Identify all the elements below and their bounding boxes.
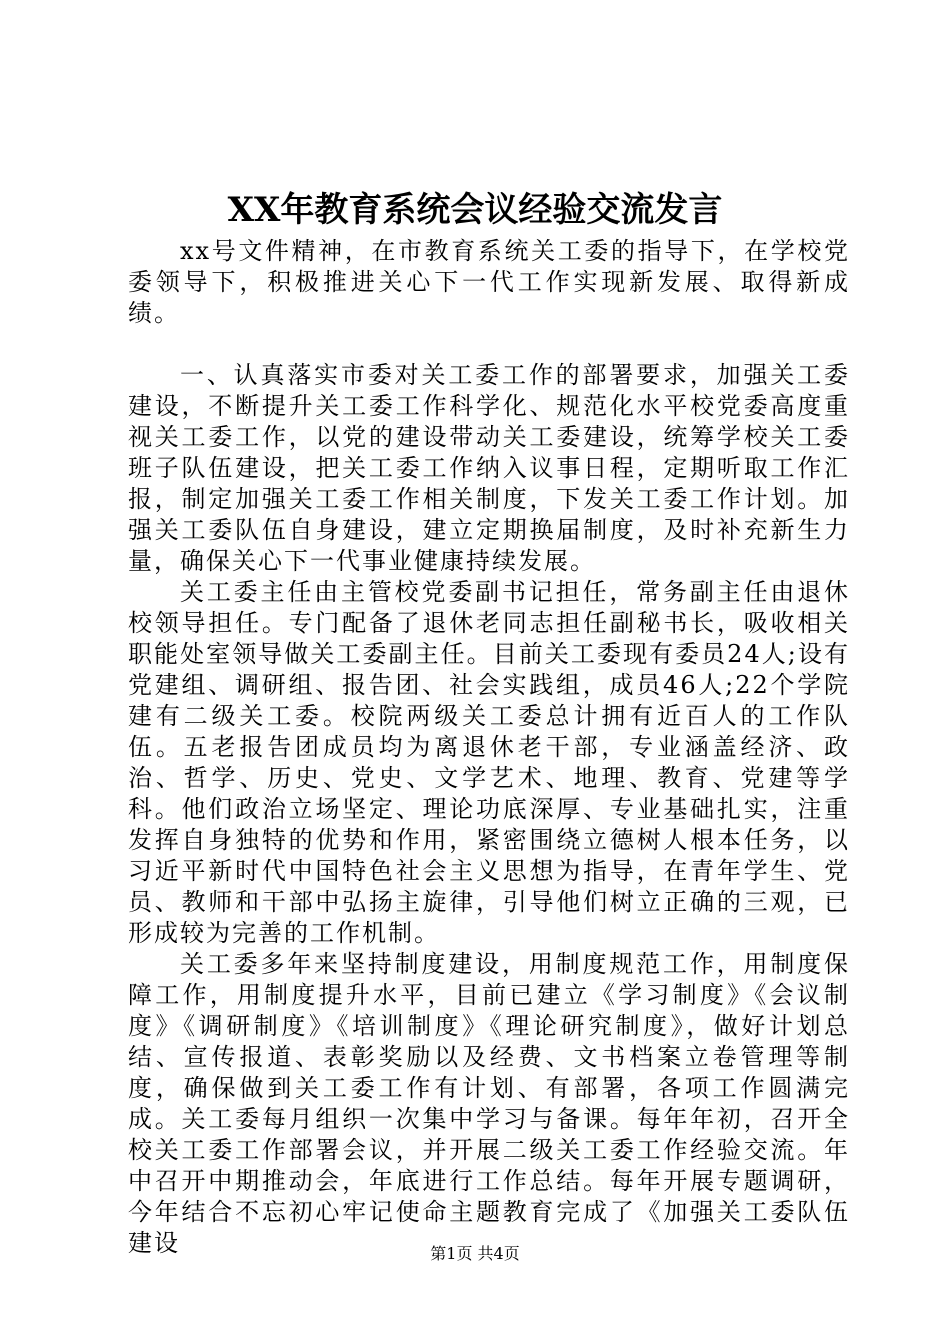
paragraph-intro: xx号文件精神，在市教育系统关工委的指导下，在学校党委领导下，积极推进关心下一代工作实现新发展、取得新成绩。 xyxy=(128,237,850,327)
paragraph-section-one: 一、认真落实市委对关工委工作的部署要求，加强关工委建设，不断提升关工委工作科学化、规范化水平校党委高度重视关工委工作，以党的建设带动关工委建设，统筹学校关工委班子队伍建设，把关工委工作纳入议事日程，定期听取工作汇报，制定加强关工委工作相关制度，下发关工委工作计划。加强关工委队伍自身建设，建立定期换届制度，及时补充新生力量，确保关心下一代事业健康持续发展。 xyxy=(128,361,850,575)
paragraph-leadership: 关工委主任由主管校党委副书记担任，常务副主任由退休校领导担任。专门配备了退休老同志担任副秘书长，吸收相关职能处室领导做关工委副主任。目前关工委现有委员24人;设有党建组、调研组、报告团、社会实践组，成员46人;22个学院建有二级关工委。校院两级关工委总计拥有近百人的工作队伍。五老报告团成员均为离退休老干部，专业涵盖经济、政治、哲学、历史、党史、文学艺术、地理、教育、党建等学科。他们政治立场坚定、理论功底深厚、专业基础扎实，注重发挥自身独特的优势和作用，紧密围绕立德树人根本任务，以习近平新时代中国特色社会主义思想为指导，在青年学生、党员、教师和干部中弘扬主旋律，引导他们树立正确的三观，已形成较为完善的工作机制。 xyxy=(128,578,850,947)
document-body xyxy=(128,236,850,1259)
page-number-footer: 第1页 共4页 xyxy=(430,1244,520,1263)
document-title: XX年教育系统会议经验交流发言 xyxy=(227,190,723,230)
paragraph-system-building: 关工委多年来坚持制度建设，用制度规范工作，用制度保障工作，用制度提升水平，目前已建立《学习制度》《会议制度》《调研制度》《培训制度》《理论研究制度》，做好计划总结、宣传报道、表彰奖励以及经费、文书档案立卷管理等制度，确保做到关工委工作有计划、有部署，各项工作圆满完成。关工委每月组织一次集中学习与备课。每年年初，召开全校关工委工作部署会议，并开展二级关工委工作经验交流。年中召开中期推动会，年底进行工作总结。每年开展专题调研，今年结合不忘初心牢记使命主题教育完成了《加强关工委队伍建设 xyxy=(128,950,850,1257)
